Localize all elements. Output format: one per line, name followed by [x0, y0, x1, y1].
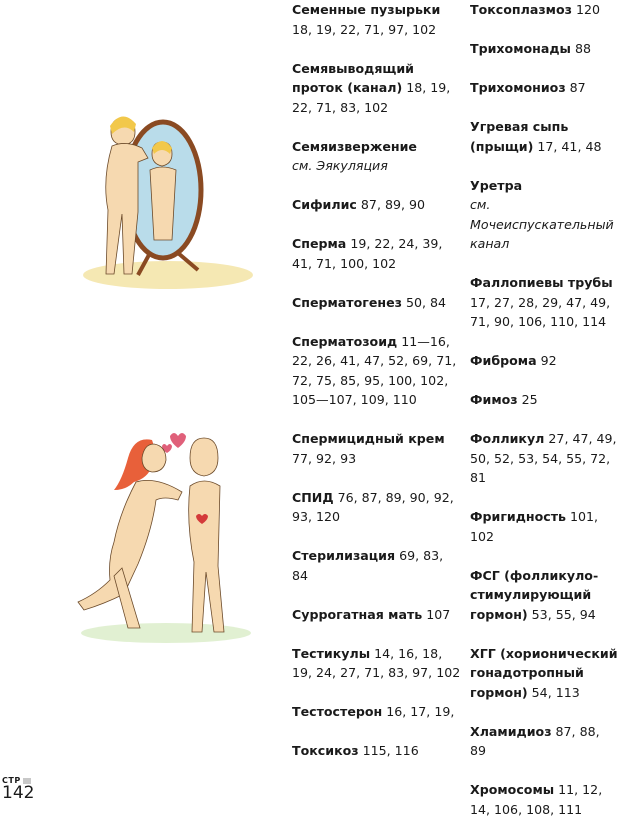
index-entry: Токсоплазмоз 120: [470, 2, 600, 17]
index-entry: Фолликул 27, 47, 49, 50, 52, 53, 54, 55, 72, 81: [470, 431, 617, 485]
index-entry: Стерилизация 69, 83, 84: [292, 548, 444, 583]
index-entry: СПИД 76, 87, 89, 90, 92, 93, 120: [292, 489, 454, 524]
index-entry: Семявыводящий проток (канал) 18, 19, 22, 71, 83, 102: [292, 60, 451, 115]
index-column-2: [470, 0, 618, 839]
index-entry: Сифилис 87, 89, 90: [292, 197, 426, 212]
index-entry: Сперма 19, 22, 24, 39, 41, 71, 100, 102: [292, 236, 443, 271]
index-entry: Фригидность 101, 102: [470, 509, 599, 544]
index-entry: Сперматозоид 11—16, 22, 26, 41, 47, 52, 69, 71, 72, 75, 85, 95, 100, 102, 105—107, 109, 110: [292, 333, 457, 407]
index-entry: Фаллопиевы трубы 17, 27, 28, 29, 47, 49, 71, 90, 106, 110, 114: [470, 275, 613, 329]
mirror-illustration: [78, 70, 260, 304]
index-entry: Угревая сыпь (прыщи) 17, 41, 48: [470, 119, 602, 154]
index-entry: Спермицидный крем 77, 92, 93: [292, 431, 445, 466]
index-entry: Токсикоз 115, 116: [292, 743, 419, 758]
index-entry: Семяизвержение см. Эякуляция: [292, 138, 417, 173]
index-entry: Уретра см. Мочеиспускательный канал: [470, 177, 614, 251]
index-entry: ХГГ (хорионический гонадотропный гормон) 54, 113: [470, 645, 618, 700]
index-entry: Тестостерон 16, 17, 19,: [292, 704, 455, 719]
index-entry: Трихомонады 88: [470, 41, 591, 56]
index-entry: Семенные пузырьки 18, 19, 22, 71, 97, 102: [292, 2, 441, 37]
page-number-block: [2, 776, 34, 802]
index-entry: Фимоз 25: [470, 392, 538, 407]
index-entry: Фиброма 92: [470, 353, 557, 368]
index-entry: Трихомониоз 87: [470, 80, 586, 95]
index-column-1: [292, 0, 462, 780]
index-entry: Сперматогенез 50, 84: [292, 294, 447, 310]
couple-illustration: [66, 428, 256, 650]
page-label: СТР: [2, 776, 34, 785]
index-entry: ФСГ (фолликуло-стимулирующий гормон) 53, 55, 94: [470, 567, 599, 622]
index-entry: Суррогатная мать 107: [292, 606, 451, 622]
index-entry: Тестикулы 14, 16, 18, 19, 24, 27, 71, 83, 97, 102: [292, 645, 461, 680]
index-entry: Хламидиоз 87, 88, 89: [470, 723, 600, 758]
index-entry: Хромосомы 11, 12, 14, 106, 108, 111: [470, 782, 603, 817]
page-number: 142: [2, 783, 35, 803]
